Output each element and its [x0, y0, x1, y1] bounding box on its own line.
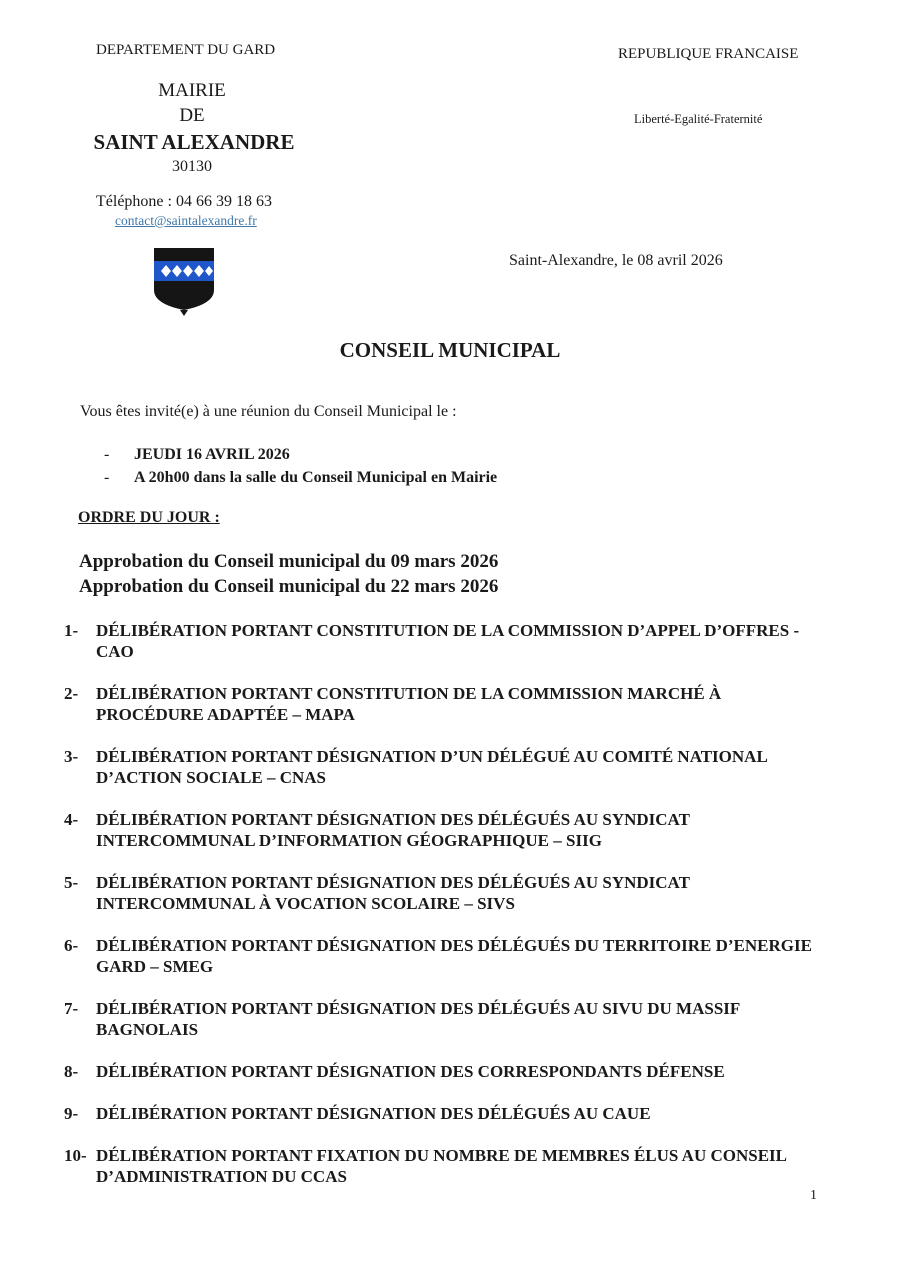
mairie-de-line: DE [179, 105, 205, 126]
approvals-list [79, 549, 498, 599]
agenda-item [64, 1145, 824, 1187]
agenda-item-number: 5- [64, 873, 79, 892]
approval-item: Approbation du Conseil municipal du 09 mars 2026 [79, 551, 499, 572]
meeting-date-item [104, 443, 497, 466]
agenda-item-text: DÉLIBÉRATION PORTANT CONSTITUTION DE LA COMMISSION MARCHÉ À PROCÉDURE ADAPTÉE – MAPA [96, 684, 722, 724]
agenda-item-text: DÉLIBÉRATION PORTANT DÉSIGNATION DES CORRESPONDANTS DÉFENSE [96, 1062, 725, 1081]
agenda-item [64, 1061, 824, 1082]
agenda-list [64, 620, 824, 1208]
page-title: CONSEIL MUNICIPAL [339, 338, 561, 362]
date-line: Saint-Alexandre, le 08 avril 2026 [509, 252, 723, 269]
agenda-heading: ORDRE DU JOUR : [78, 509, 220, 526]
agenda-item-text: DÉLIBÉRATION PORTANT DÉSIGNATION DES DÉLÉGUÉS DU TERRITOIRE D’ENERGIE GARD – SMEG [96, 936, 812, 976]
meeting-details [104, 443, 497, 489]
invitation-text: Vous êtes invité(e) à une réunion du Conseil Municipal le : [80, 403, 457, 420]
bullet-dash: - [104, 445, 110, 463]
town-name: SAINT ALEXANDRE [93, 130, 295, 154]
agenda-item-number: 1- [64, 621, 79, 640]
agenda-item [64, 1103, 824, 1124]
mairie-block [60, 78, 350, 178]
agenda-item-number: 2- [64, 684, 79, 703]
agenda-item-text: DÉLIBÉRATION PORTANT DÉSIGNATION DES DÉLÉGUÉS AU SYNDICAT INTERCOMMUNAL À VOCATION SCOLAIRE – SIVS [96, 873, 690, 913]
agenda-item-text: DÉLIBÉRATION PORTANT DÉSIGNATION D’UN DÉLÉGUÉ AU COMITÉ NATIONAL D’ACTION SOCIALE – CNAS [96, 747, 767, 787]
mairie-line: MAIRIE [158, 80, 226, 101]
agenda-item [64, 872, 824, 914]
bullet-dash: - [104, 468, 110, 486]
agenda-item [64, 683, 824, 725]
approval-item: Approbation du Conseil municipal du 22 mars 2026 [79, 576, 499, 597]
page-number: 1 [810, 1188, 817, 1203]
coat-of-arms-icon [152, 246, 216, 316]
agenda-item-text: DÉLIBÉRATION PORTANT DÉSIGNATION DES DÉLÉGUÉS AU CAUE [96, 1104, 651, 1123]
meeting-location-item [104, 466, 497, 489]
agenda-item-text: DÉLIBÉRATION PORTANT DÉSIGNATION DES DÉLÉGUÉS AU SIVU DU MASSIF BAGNOLAIS [96, 999, 740, 1039]
phone-number: Téléphone : 04 66 39 18 63 [96, 193, 272, 210]
agenda-item-number: 9- [64, 1104, 79, 1123]
agenda-item [64, 620, 824, 662]
agenda-item [64, 935, 824, 977]
agenda-item-number: 3- [64, 747, 79, 766]
agenda-item-text: DÉLIBÉRATION PORTANT FIXATION DU NOMBRE DE MEMBRES ÉLUS AU CONSEIL D’ADMINISTRATION DU CCAS [96, 1146, 787, 1186]
postcode: 30130 [172, 158, 212, 175]
department-label: DEPARTEMENT DU GARD [96, 42, 276, 58]
agenda-item-text: DÉLIBÉRATION PORTANT CONSTITUTION DE LA COMMISSION D’APPEL D’OFFRES - CAO [96, 621, 800, 661]
agenda-item [64, 809, 824, 851]
agenda-item [64, 998, 824, 1040]
republic-label: REPUBLIQUE FRANCAISE [618, 46, 799, 62]
agenda-item-number: 7- [64, 999, 79, 1018]
meeting-date: JEUDI 16 AVRIL 2026 [134, 445, 290, 463]
agenda-item [64, 746, 824, 788]
email-link[interactable]: contact@saintalexandre.fr [115, 213, 257, 228]
agenda-item-text: DÉLIBÉRATION PORTANT DÉSIGNATION DES DÉLÉGUÉS AU SYNDICAT INTERCOMMUNAL D’INFORMATION GÉOGRAPHIQUE – SIIG [96, 810, 690, 850]
agenda-item-number: 10- [64, 1146, 87, 1165]
meeting-location: A 20h00 dans la salle du Conseil Municipal en Mairie [134, 468, 498, 486]
national-motto: Liberté-Egalité-Fraternité [634, 112, 763, 126]
agenda-item-number: 4- [64, 810, 79, 829]
agenda-item-number: 8- [64, 1062, 79, 1081]
agenda-item-number: 6- [64, 936, 79, 955]
